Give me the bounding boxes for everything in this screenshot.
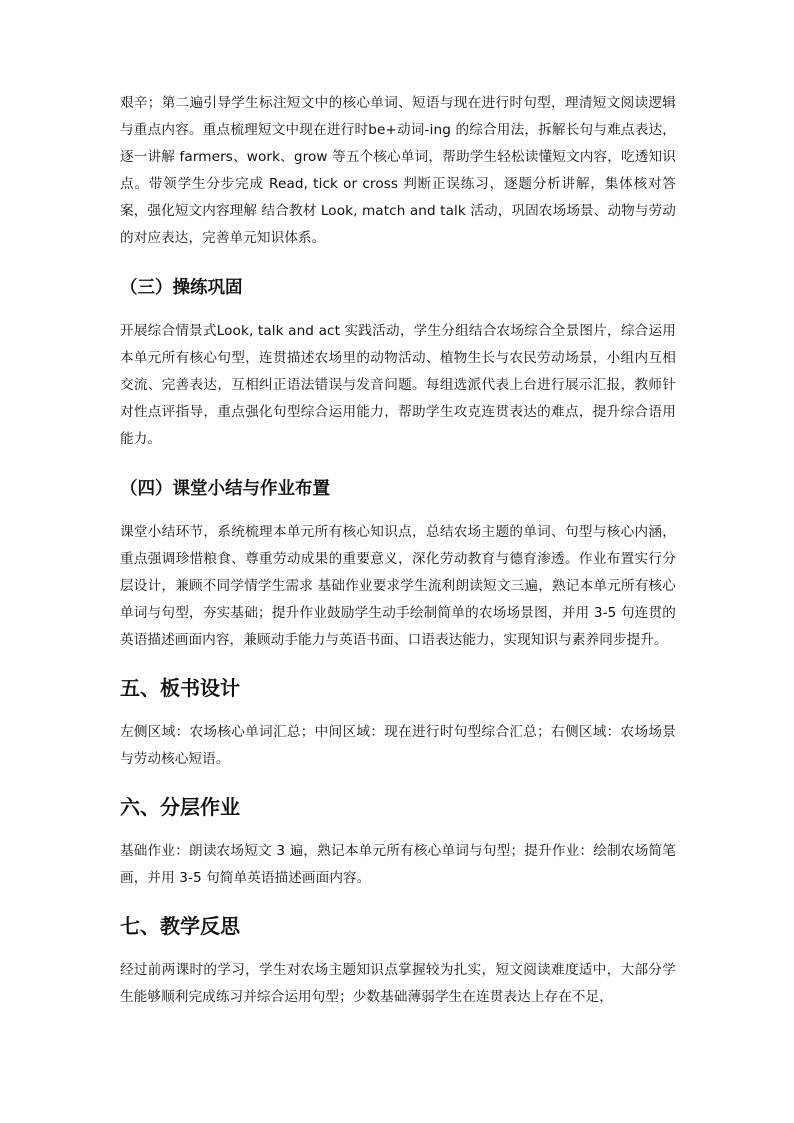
paragraph-blackboard-design: 左侧区域：农场核心单词汇总；中间区域：现在进行时句型综合汇总；右侧区域：农场场景与劳动核心短语。 <box>120 724 676 767</box>
paragraph-layered-homework: 基础作业：朗读农场短文 3 遍，熟记本单元所有核心单词与句型；提升作业：绘制农场简笔画，并用 3-5 句简单英语描述画面内容。 <box>120 843 676 886</box>
section-heading-blackboard-design: 五、板书设计 <box>120 676 240 700</box>
paragraph-teaching-reflection: 经过前两课时的学习，学生对农场主题知识点掌握较为扎实，短文阅读难度适中，大部分学生能够顺利完成练习并综合运用句型；少数基础薄弱学生在连贯表达上存在不足， <box>120 962 676 1005</box>
paragraph-teaching-process-continued: 艰辛；第二遍引导学生标注短文中的核心单词、短语与现在进行时句型，理清短文阅读逻辑与重点内容。重点梳理短文中现在进行时be+动词-ing 的综合用法，拆解长句与难点表达，逐一讲解 farmers、work、grow 等五个核心单词，帮助学生轻松读懂短文内容，吃透知识点。带领学生分步完成 Read, tick or cross 判断正误练习，逐题分析讲解，集体核对答案，强化短文内容理解 结合教材 Look, match and talk 活动，巩固农场场景、动物与劳动的对应表达，完善单元知识体系。 <box>120 95 676 246</box>
document-body <box>120 90 676 1011</box>
section-heading-layered-homework: 六、分层作业 <box>120 795 240 819</box>
section-heading-teaching-reflection: 七、教学反思 <box>120 914 240 938</box>
paragraph-summary-homework: 课堂小结环节，系统梳理本单元所有核心知识点，总结农场主题的单词、句型与核心内涵，重点强调珍惜粮食、尊重劳动成果的重要意义，深化劳动教育与德育渗透。作业布置实行分层设计，兼顾不同学情学生需求 基础作业要求学生流利朗读短文三遍，熟记本单元所有核心单词与句型，夯实基础；提升作业鼓励学生动手绘制简单的农场场景图，并用 3-5 句连贯的英语描述画面内容，兼顾动手能力与英语书面、口语表达能力，实现知识与素养同步提升。 <box>120 524 676 648</box>
subheading-summary-homework: （四）课堂小结与作业布置 <box>120 479 330 499</box>
subheading-practice-consolidation: （三）操练巩固 <box>120 278 243 298</box>
paragraph-practice-consolidation: 开展综合情景式Look, talk and act 实践活动，学生分组结合农场综合全景图片，综合运用本单元所有核心句型，连贯描述农场里的动物活动、植物生长与农民劳动场景，小组内互相交流、完善表达，互相纠正语法错误与发音问题。每组选派代表上台进行展示汇报，教师针对性点评指导，重点强化句型综合运用能力，帮助学生攻克连贯表达的难点，提升综合语用能力。 <box>120 323 676 447</box>
